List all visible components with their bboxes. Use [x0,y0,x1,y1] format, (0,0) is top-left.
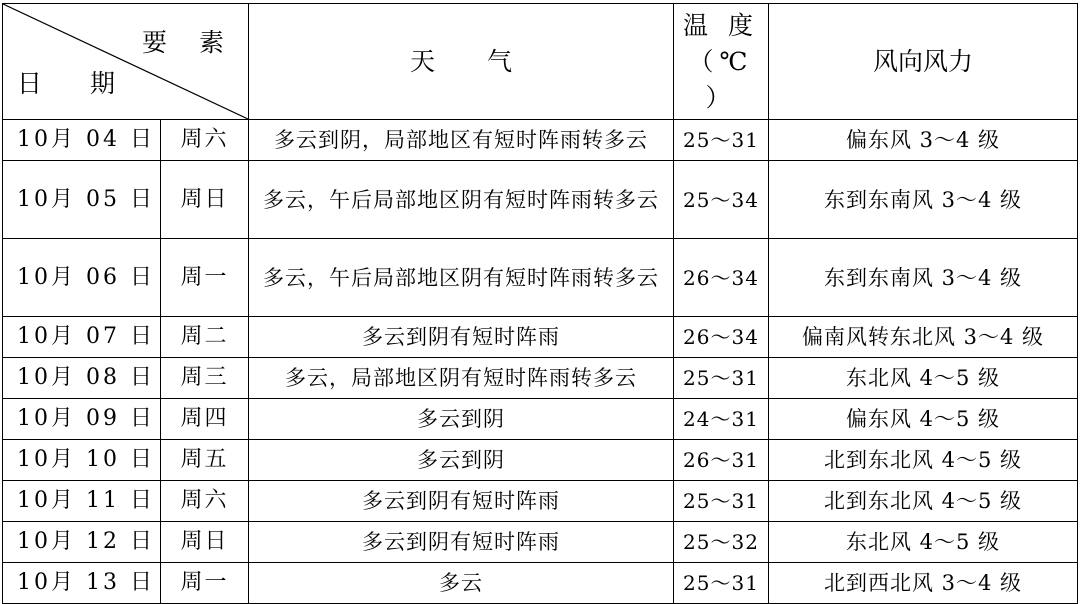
row-weather: 多云到阴有短时阵雨 [249,481,674,522]
row-temperature: 25～32 [674,522,769,563]
row-date: 10月 07 日 [3,317,161,358]
row-date: 10月 13 日 [3,563,161,604]
row-temperature: 26～34 [674,317,769,358]
row-wind: 北到东北风 4～5 级 [769,440,1078,481]
table-row [3,481,1078,522]
row-weekday: 周二 [161,317,249,358]
diagonal-line [3,4,248,119]
row-weekday: 周五 [161,440,249,481]
row-wind: 东到东南风 3～4 级 [769,239,1078,317]
table-row [3,358,1078,399]
header-date-label: 日 期 [17,69,135,98]
diagonal-header-cell [3,4,249,120]
row-weather: 多云到阴 [249,440,674,481]
row-temperature: 25～31 [674,563,769,604]
row-weekday: 周一 [161,239,249,317]
row-weather: 多云，午后局部地区阴有短时阵雨转多云 [249,161,674,239]
weather-forecast-table [2,3,1078,604]
row-wind: 北到东北风 4～5 级 [769,481,1078,522]
row-weather: 多云到阴，局部地区有短时阵雨转多云 [249,120,674,161]
row-weekday: 周日 [161,522,249,563]
row-date: 10月 10 日 [3,440,161,481]
table-row [3,239,1078,317]
table-row [3,440,1078,481]
row-wind: 东到东南风 3～4 级 [769,161,1078,239]
row-wind: 偏东风 4～5 级 [769,399,1078,440]
row-date: 10月 08 日 [3,358,161,399]
row-weekday: 周六 [161,120,249,161]
table-row [3,161,1078,239]
row-temperature: 25～31 [674,358,769,399]
row-temperature: 26～31 [674,440,769,481]
table-row [3,563,1078,604]
row-temperature: 25～31 [674,120,769,161]
row-date: 10月 04 日 [3,120,161,161]
row-temperature: 25～34 [674,161,769,239]
header-temp-line3: ） [705,82,737,112]
row-weekday: 周六 [161,481,249,522]
row-weekday: 周一 [161,563,249,604]
row-date: 10月 06 日 [3,239,161,317]
row-weekday: 周三 [161,358,249,399]
table-header-row [3,4,1078,120]
row-wind: 东北风 4～5 级 [769,522,1078,563]
row-date: 10月 11 日 [3,481,161,522]
row-weather: 多云，午后局部地区阴有短时阵雨转多云 [249,239,674,317]
header-temp-line2: （℃ [688,46,754,76]
header-temperature [674,4,769,120]
table-row [3,317,1078,358]
row-weekday: 周四 [161,399,249,440]
row-temperature: 26～34 [674,239,769,317]
row-weather: 多云到阴有短时阵雨 [249,317,674,358]
header-weather: 天 气 [249,4,674,120]
row-wind: 偏东风 3～4 级 [769,120,1078,161]
row-wind: 东北风 4～5 级 [769,358,1078,399]
table-row [3,120,1078,161]
row-wind: 北到西北风 3～4 级 [769,563,1078,604]
row-wind: 偏南风转东北风 3～4 级 [769,317,1078,358]
header-wind: 风向风力 [769,4,1078,120]
table-row [3,399,1078,440]
row-temperature: 24～31 [674,399,769,440]
row-date: 10月 09 日 [3,399,161,440]
header-element-label: 要 素 [142,28,236,57]
row-weather: 多云 [249,563,674,604]
row-date: 10月 05 日 [3,161,161,239]
row-weather: 多云到阴 [249,399,674,440]
header-temp-line1: 温 度 [683,10,759,40]
row-temperature: 25～31 [674,481,769,522]
row-weekday: 周日 [161,161,249,239]
row-date: 10月 12 日 [3,522,161,563]
row-weather: 多云到阴有短时阵雨 [249,522,674,563]
table-row [3,522,1078,563]
row-weather: 多云，局部地区阴有短时阵雨转多云 [249,358,674,399]
